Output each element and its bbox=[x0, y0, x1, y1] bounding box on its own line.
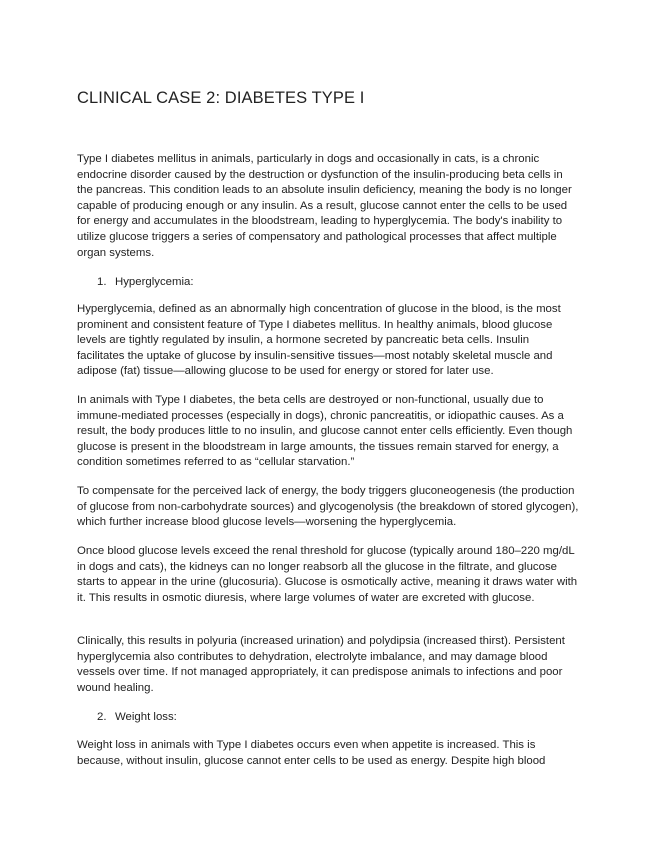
section-heading-weight-loss bbox=[97, 710, 177, 726]
hyperglycemia-paragraph-4: Once blood glucose levels exceed the renal threshold for glucose (typically around 180–220 mg/dL in dogs and cats), the kidneys can no longer reabsorb all the glucose in the filtrate, and glucose starts to appear in the urine (glucosuria). Glucose is osmotically active, meaning it draws water with it. This results in osmotic diuresis, where large volumes of water are excreted with glucose. bbox=[77, 545, 578, 604]
section-heading-hyperglycemia bbox=[97, 275, 194, 291]
section-number: 2. bbox=[97, 711, 107, 723]
hyperglycemia-paragraph-2: In animals with Type I diabetes, the beta cells are destroyed or non-functional, usually due to immune-mediated processes (especially in dogs), chronic pancreatitis, or idiopathic causes. As a result, the body produces little to no insulin, and glucose cannot enter cells efficiently. Even though glucose is present in the bloodstream in large amounts, the tissues remain starved for energy, a condition sometimes referred to as “cellular starvation.” bbox=[77, 394, 573, 469]
weight-loss-paragraph-1: Weight loss in animals with Type I diabetes occurs even when appetite is increased. This is because, without insulin, glucose cannot enter cells to be used as energy. Despite high blood bbox=[77, 739, 546, 767]
hyperglycemia-paragraph-5: Clinically, this results in polyuria (increased urination) and polydipsia (increased thirst). Persistent hyperglycemia also contributes to dehydration, electrolyte imbalance, and may damage blood vessels over time. If not managed appropriately, it can predispose animals to infections and poor wound healing. bbox=[77, 635, 565, 694]
page-title: CLINICAL CASE 2: DIABETES TYPE I bbox=[77, 89, 365, 107]
intro-paragraph: Type I diabetes mellitus in animals, particularly in dogs and occasionally in cats, is a chronic endocrine disorder caused by the destruction or dysfunction of the insulin-producing beta cells in the pancreas. This condition leads to an absolute insulin deficiency, meaning the body is no longer capable of producing enough or any insulin. As a result, glucose cannot enter the cells to be used for energy and accumulates in the bloodstream, leading to hyperglycemia. The body's inability to utilize glucose triggers a series of compensatory and pathological processes that affect multiple organ systems. bbox=[77, 153, 572, 259]
hyperglycemia-paragraph-3: To compensate for the perceived lack of energy, the body triggers gluconeogenesis (the production of glucose from non-carbohydrate sources) and glycogenolysis (the breakdown of stored glycogen), which further increase blood glucose levels—worsening the hyperglycemia. bbox=[77, 485, 579, 529]
section-number: 1. bbox=[97, 276, 107, 288]
section-heading-label: Hyperglycemia: bbox=[115, 276, 194, 288]
section-heading-label: Weight loss: bbox=[115, 711, 177, 723]
hyperglycemia-paragraph-1: Hyperglycemia, defined as an abnormally high concentration of glucose in the blood, is the most prominent and consistent feature of Type I diabetes mellitus. In healthy animals, blood glucose levels are tightly regulated by insulin, a hormone secreted by pancreatic beta cells. Insulin facilitates the uptake of glucose by insulin-sensitive tissues—most notably skeletal muscle and adipose (fat) tissue—allowing glucose to be used for energy or stored for later use. bbox=[77, 303, 561, 378]
